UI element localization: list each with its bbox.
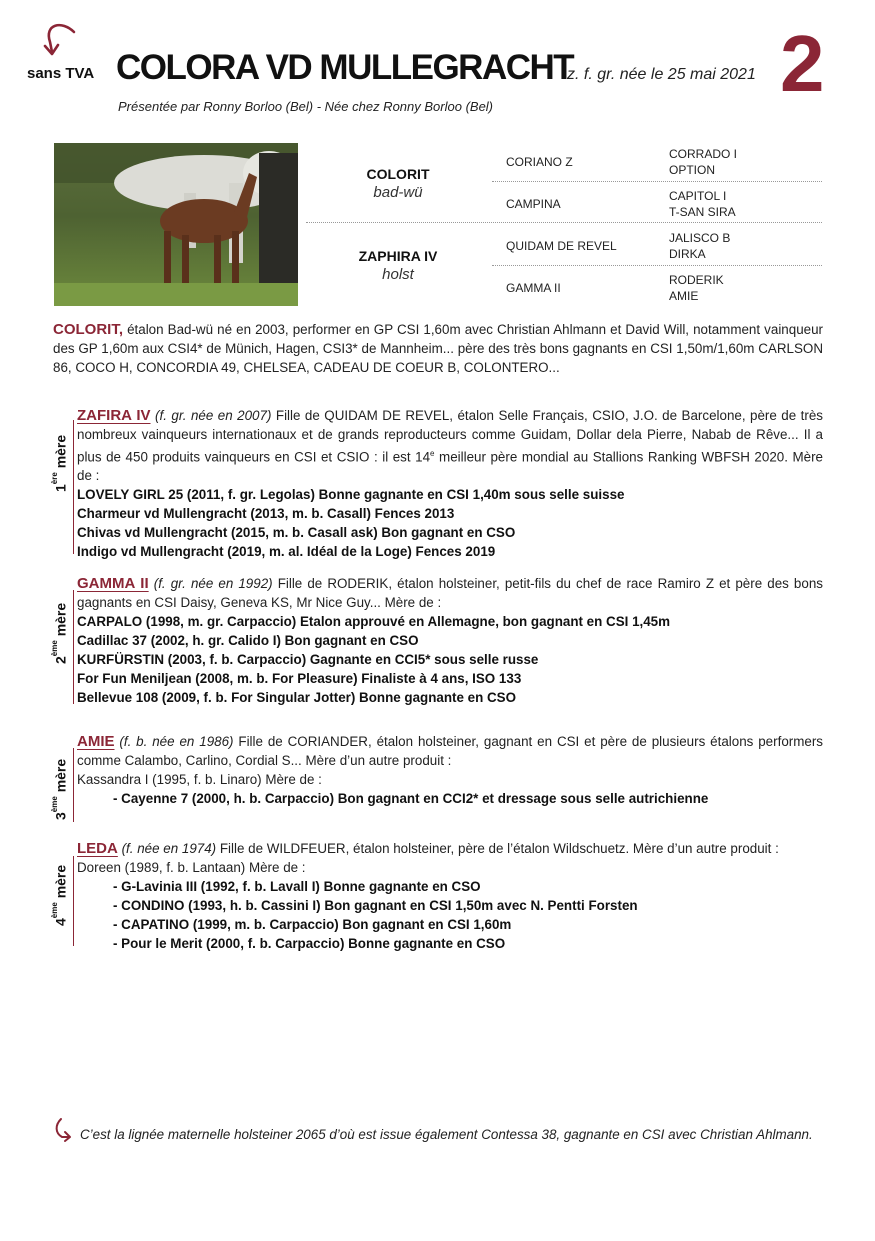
dam-block-1 bbox=[77, 406, 823, 561]
list-item: Chivas vd Mullengracht (2015, m. b. Casall ask) Bon gagnant en CSO bbox=[77, 525, 516, 541]
generation-number: 2 bbox=[52, 655, 69, 664]
list-item: Bellevue 108 (2009, f. b. For Singular Jotter) Bonne gagnante en CSO bbox=[77, 690, 517, 705]
pedigree-ggp-3 bbox=[669, 230, 730, 262]
horse-description: z. f. gr. née le 25 mai 2021 bbox=[567, 66, 756, 83]
pedigree-divider bbox=[492, 181, 822, 182]
generation-suffix: ère bbox=[50, 471, 59, 484]
ggp-name: RODERIK bbox=[669, 273, 724, 287]
generation-suffix: ème bbox=[50, 795, 59, 812]
dam-name: GAMMA II bbox=[77, 575, 149, 592]
dam-name: ZAFIRA IV bbox=[77, 407, 151, 424]
list-item: - CAPATINO (1999, m. b. Carpaccio) Bon gagnant en CSI 1,60m bbox=[113, 917, 512, 932]
dam-text: Fille de RODERIK, étalon holsteiner, petit-fils du chef de race Ramiro Z et père des bons gagnants en CSI Daisy, Geneva KS, Mr Nice Guy... Mère de : bbox=[77, 576, 823, 610]
dam-intro bbox=[77, 574, 823, 612]
pedigree-dam bbox=[328, 248, 468, 283]
ggp-name: CORRADO I bbox=[669, 147, 738, 161]
list-item: KURFÜRSTIN (2003, f. b. Carpaccio) Gagnante en CCI5* sous selle russe bbox=[77, 652, 539, 667]
dam-name: ZAPHIRA IV bbox=[358, 248, 438, 264]
generation-bar bbox=[73, 420, 74, 554]
pedigree-sire-dam: CAMPINA bbox=[506, 197, 561, 211]
pedigree-sire-sire: CORIANO Z bbox=[506, 155, 573, 169]
dam-text: Fille de CORIANDER, étalon holsteiner, gagnant en CSI et père de plusieurs étalons performers comme Calambo, Carlino, Cordial S... Mère d’un autre produit : bbox=[77, 734, 823, 768]
dam-intro bbox=[77, 406, 823, 485]
generation-label-4 bbox=[50, 858, 74, 932]
sire-description bbox=[53, 320, 823, 377]
list-item: LOVELY GIRL 25 (2011, f. gr. Legolas) Bonne gagnante en CSI 1,40m sous selle suisse bbox=[77, 487, 625, 503]
generation-suffix: ème bbox=[50, 901, 59, 918]
sire-name: COLORIT bbox=[366, 166, 430, 182]
pedigree-divider bbox=[306, 222, 822, 223]
generation-label-3 bbox=[50, 752, 74, 826]
dam-info: (f. b. née en 1986) bbox=[119, 734, 234, 749]
generation-bar bbox=[73, 748, 74, 822]
generation-word: mère bbox=[52, 864, 69, 902]
generation-word: mère bbox=[52, 602, 69, 640]
dam-text-sup: e bbox=[430, 449, 435, 458]
footer-note: C’est la lignée maternelle holsteiner 2065 d’où est issue également Contessa 38, gagnante en CSI avec Christian Ahlmann. bbox=[80, 1127, 813, 1142]
dam-intro bbox=[77, 732, 823, 770]
list-item: Cadillac 37 (2002, h. gr. Calido I) Bon gagnant en CSO bbox=[77, 633, 419, 648]
dam-info: (f. gr. née en 2007) bbox=[155, 408, 272, 423]
generation-word: mère bbox=[52, 434, 69, 472]
generation-suffix: ème bbox=[50, 639, 59, 656]
generation-bar bbox=[73, 856, 74, 946]
pedigree-dam-sire: QUIDAM DE REVEL bbox=[506, 239, 617, 253]
pedigree-divider bbox=[492, 265, 822, 266]
dam-breed: holst bbox=[382, 266, 414, 283]
list-item: For Fun Meniljean (2008, m. b. For Pleasure) Finaliste à 4 ans, ISO 133 bbox=[77, 671, 522, 686]
sire-body: étalon Bad-wü né en 2003, performer en GP CSI 1,60m avec Christian Ahlmann et David Will, notamment vainqueur des GP 1,60m aux CSI4* de Münich, Hagen, CSI3* de Mannheim... père des très bons gagnants en CSI 1,50m/1,60m CARLSON 86, COCO H, CONCORDIA 49, CHELSEA, CADEAU DE COEUR B, COLONTERO... bbox=[53, 322, 823, 375]
dam-block-4 bbox=[77, 839, 823, 953]
pedigree-ggp-4 bbox=[669, 272, 724, 304]
dam-text: meilleur père mondial au Stallions Ranking WBFSH 2020. Mère de : bbox=[77, 449, 823, 484]
dam-block-3 bbox=[77, 732, 823, 808]
list-item: - Pour le Merit (2000, f. b. Carpaccio) Bonne gagnante en CSO bbox=[113, 936, 506, 951]
curved-arrow-icon bbox=[40, 22, 80, 64]
sub-dam: Doreen (1989, f. b. Lantaan) Mère de : bbox=[77, 860, 306, 875]
dam-info: (f. gr. née en 1992) bbox=[153, 576, 273, 591]
list-item: - Cayenne 7 (2000, h. b. Carpaccio) Bon gagnant en CCI2* et dressage sous selle autrichienne bbox=[113, 791, 709, 806]
generation-number: 1 bbox=[52, 483, 69, 492]
dam-info: (f. née en 1974) bbox=[121, 841, 217, 856]
dam-intro bbox=[77, 839, 823, 858]
sire-lead: COLORIT, bbox=[53, 321, 123, 338]
sub-dam: Kassandra I (1995, f. b. Linaro) Mère de : bbox=[77, 772, 322, 787]
lot-number: 2 bbox=[780, 19, 825, 108]
generation-label-1 bbox=[50, 428, 74, 498]
list-item: Charmeur vd Mullengracht (2013, m. b. Casall) Fences 2013 bbox=[77, 506, 455, 522]
generation-label-2 bbox=[50, 596, 74, 670]
pedigree-ggp-2 bbox=[669, 188, 736, 220]
list-item: - G-Lavinia III (1992, f. b. Lavall I) Bonne gagnante en CSO bbox=[113, 879, 481, 894]
ggp-name: DIRKA bbox=[669, 247, 706, 261]
ggp-name: T-SAN SIRA bbox=[669, 205, 736, 219]
horse-name-title: COLORA VD MULLEGRACHT bbox=[116, 48, 574, 87]
sans-tva-label: sans TVA bbox=[27, 65, 95, 82]
generation-word: mère bbox=[52, 758, 69, 796]
hook-arrow-icon bbox=[52, 1117, 74, 1143]
ggp-name: OPTION bbox=[669, 163, 716, 177]
list-item: Indigo vd Mullengracht (2019, m. al. Idéal de la Loge) Fences 2019 bbox=[77, 544, 496, 560]
pedigree-dam-dam: GAMMA II bbox=[506, 281, 561, 295]
pedigree-sire bbox=[328, 166, 468, 201]
list-item: - CONDINO (1993, h. b. Cassini I) Bon gagnant en CSI 1,50m avec N. Pentti Forsten bbox=[113, 898, 638, 913]
dam-name: LEDA bbox=[77, 840, 118, 857]
generation-number: 3 bbox=[52, 811, 69, 820]
dam-block-2 bbox=[77, 574, 823, 707]
generation-bar bbox=[73, 590, 74, 704]
list-item: CARPALO (1998, m. gr. Carpaccio) Etalon approuvé en Allemagne, bon gagnant en CSI 1,45m bbox=[77, 614, 671, 629]
presented-by-line: Présentée par Ronny Borloo (Bel) - Née chez Ronny Borloo (Bel) bbox=[118, 99, 494, 114]
dam-name: AMIE bbox=[77, 733, 115, 750]
sire-breed: bad-wü bbox=[373, 184, 423, 201]
horse-photo bbox=[54, 143, 298, 306]
pedigree-ggp-1 bbox=[669, 146, 737, 178]
ggp-name: AMIE bbox=[669, 289, 699, 303]
ggp-name: JALISCO B bbox=[669, 231, 731, 245]
dam-text: Fille de QUIDAM DE REVEL, étalon Selle Français, CSIO, J.O. de Barcelone, père de très nombreux vainqueurs internationaux et de grands reproducteurs comme Guidam, Dollar dela Pierre, Nabab de Rêve... Il a plus de 450 produits vainqueurs en CSI et CSIO : il est 14 bbox=[77, 408, 823, 465]
dam-text: Fille de WILDFEUER, étalon holsteiner, père de l’étalon Wildschuetz. Mère d’un autre produit : bbox=[216, 841, 779, 856]
ggp-name: CAPITOL I bbox=[669, 189, 727, 203]
generation-number: 4 bbox=[52, 917, 69, 926]
